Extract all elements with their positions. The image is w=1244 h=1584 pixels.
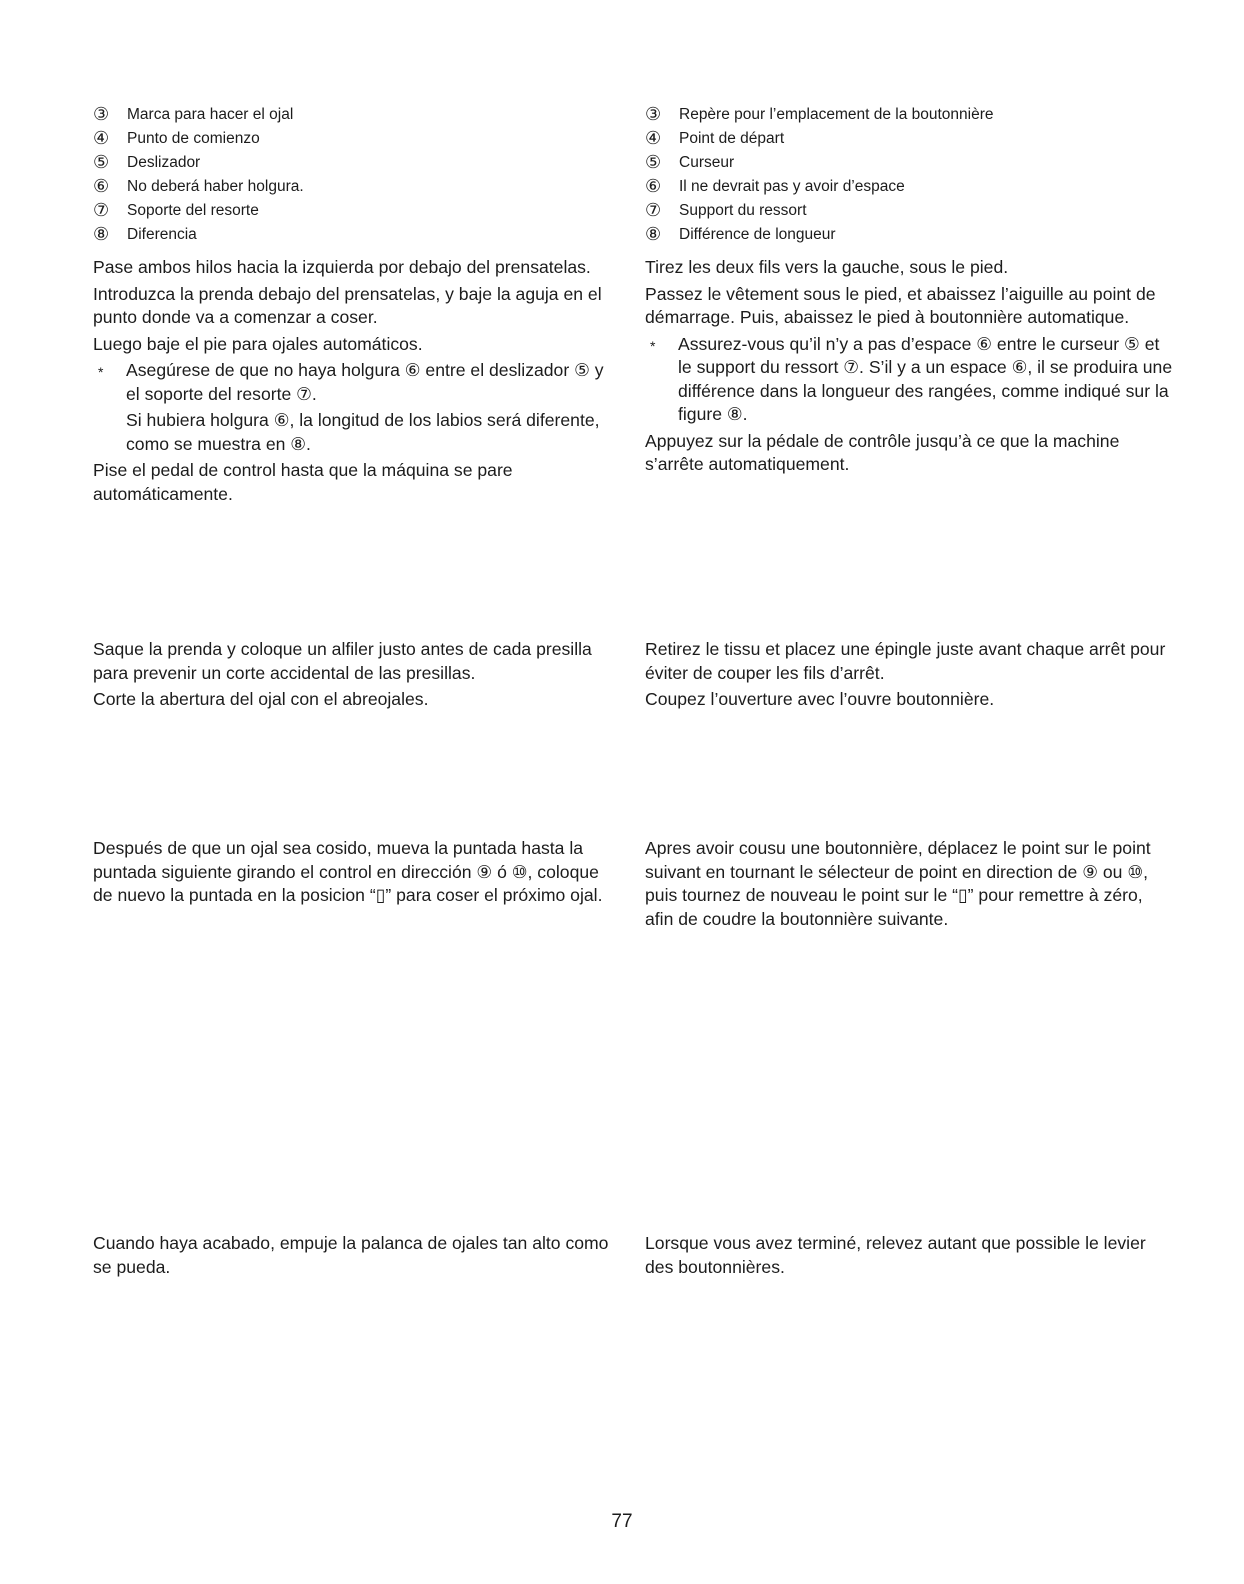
fr-paragraph: Passez le vêtement sous le pied, et abaissez l’aiguille au point de démarrage. Puis, abaissez le pied à boutonnière automatique. (645, 283, 1156, 327)
fr-paragraph: Apres avoir cousu une boutonnière, déplacez le point sur le point suivant en tournant le sélecteur de point en direction de ⑨ ou ⑩, puis tournez de nouveau le point sur le “▯” pour remettre à zéro, afin de coudre la boutonnière suivante. (645, 838, 1151, 929)
fr-bullet-note: * Assurez-vous qu’il n’y a pas d’espace ⑥ entre le curseur ⑤ et le support du ressort ⑦. S’il y a un espace ⑥, il se produira une différence dans la longueur des rangées, comme indiqué sur la figure ⑧. (650, 333, 1173, 424)
es-legend-item: ④ Punto de comienzo (93, 128, 260, 149)
fr-paragraph: Coupez l’ouverture avec l’ouvre boutonnière. (645, 689, 995, 709)
fr-legend-item: ④ Point de départ (645, 128, 785, 149)
page-number: 77 (611, 1511, 633, 1532)
fr-paragraph: Tirez les deux fils vers la gauche, sous le pied. (645, 257, 1009, 277)
fr-legend-item: ⑤ Curseur (645, 152, 735, 173)
es-legend-item: ③ Marca para hacer el ojal (93, 104, 294, 125)
zero-position-symbol: ▯ (957, 885, 968, 905)
fr-section-1 (645, 103, 1175, 480)
bullet-asterisk: * (650, 337, 656, 354)
es-paragraph: Introduzca la prenda debajo del prensatelas, y baje la aguja en el punto donde va a comenzar a coser. (93, 283, 602, 327)
es-paragraph: Pise el pedal de control hasta que la máquina se pare automáticamente. (93, 460, 513, 504)
es-bullet-continuation: Si hubiera holgura ⑥, la longitud de los labios será diferente, como se muestra en ⑧. (126, 410, 600, 454)
fr-legend-item: ⑦ Support du ressort (645, 200, 807, 221)
fr-paragraph: Retirez le tissu et placez une épingle juste avant chaque arrêt pour éviter de couper les fils d’arrêt. (645, 639, 1166, 683)
es-legend-list (93, 103, 613, 247)
es-bullet-note: * Asegúrese de que no haya holgura ⑥ entre el deslizador ⑤ y el soporte del resorte ⑦. (98, 360, 604, 404)
fr-legend-item: ⑥ Il ne devrait pas y avoir d’espace (645, 176, 905, 197)
es-legend-item: ⑦ Soporte del resorte (93, 200, 259, 221)
es-section-2 (93, 638, 613, 715)
es-paragraph: Pase ambos hilos hacia la izquierda por debajo del prensatelas. (93, 257, 591, 277)
fr-paragraph: Appuyez sur la pédale de contrôle jusqu’à ce que la machine s’arrête automatiquement. (645, 430, 1120, 474)
fr-section-3 (645, 837, 1175, 934)
zero-position-symbol: ▯ (375, 885, 386, 905)
es-paragraph: Luego baje el pie para ojales automáticos. (93, 333, 423, 354)
es-section-4 (93, 1232, 613, 1282)
fr-section-4 (645, 1232, 1175, 1282)
es-legend-item: ⑥ No deberá haber holgura. (93, 176, 304, 197)
fr-legend-item: ③ Repère pour l’emplacement de la boutonnière (645, 104, 994, 125)
es-paragraph: Corte la abertura del ojal con el abreojales. (93, 689, 429, 709)
fr-legend-item: ⑧ Différence de longueur (645, 224, 836, 245)
fr-paragraph: Lorsque vous avez terminé, relevez autant que possible le levier des boutonnières. (645, 1233, 1146, 1277)
fr-legend-list (645, 103, 1175, 247)
es-section-1 (93, 103, 613, 509)
es-paragraph: Cuando haya acabado, empuje la palanca de ojales tan alto como se pueda. (93, 1233, 609, 1277)
es-paragraph: Después de que un ojal sea cosido, mueva la puntada hasta la puntada siguiente girando el control en dirección ⑨ ó ⑩, coloque de nuevo la puntada en la posicion “▯” para coser el próximo ojal. (93, 837, 613, 908)
es-legend-item: ⑧ Diferencia (93, 224, 197, 245)
fr-section-2 (645, 638, 1175, 715)
es-section-3 (93, 837, 613, 911)
es-paragraph: Saque la prenda y coloque un alfiler justo antes de cada presilla para prevenir un corte accidental de las presillas. (93, 639, 592, 683)
bullet-asterisk: * (98, 364, 104, 380)
es-legend-item: ⑤ Deslizador (93, 152, 201, 173)
